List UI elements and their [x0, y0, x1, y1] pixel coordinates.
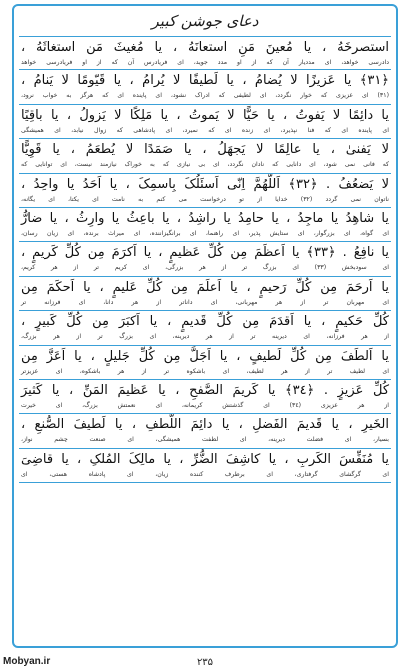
page-title: دعای جوشن کبیر [151, 12, 259, 30]
prayer-row [19, 242, 391, 276]
arabic-line: یا نافِعُ . ﴿٣٣﴾ یا اَعظَمَ مِن کُلِّ عَظیمٍ ، یا اَکرَمَ مِن کُلِّ کَریمٍ ، [21, 245, 389, 261]
arabic-line: یا شاهِدُ یا ماجِدُ ، یا حامِدُ یا راشِدُ ، یا باعِثُ یا وارِثُ ، یا ضارُّ [21, 210, 389, 226]
arabic-line: یا اَرحَمَ مِن کُلِّ رَحیمٍ ، یا اَعلَمَ مِن کُلِّ عَلیمٍ ، یا اَحکَمَ مِن [21, 279, 389, 295]
site-brand: Mobyan.ir [3, 656, 51, 667]
translation-line: (٣١) ای عزیزی که خوار نگردد، ای لطیفی که ادراک نشود، ای پاینده ای که هرگز به خواب نرود، [21, 92, 389, 100]
prayer-row [19, 449, 391, 483]
prayer-row [19, 70, 391, 104]
translation-line: از هر عزیزی (٣٤) ای گذشتش کریمانه، ای نعمتش بزرگ، ای خیرت [21, 401, 389, 409]
translation-line: ناتوان نمی گردد (٣٢) خدایا از تو درخواست می کنم به نامت ای یکتا، ای یگانه، [21, 195, 389, 203]
prayer-row [19, 346, 391, 380]
prayer-row [19, 311, 391, 345]
arabic-line: الخَیرِ ، یا قَدیمَ الفَضلِ ، یا دائِمَ اللُّطفِ ، یا لَطیفَ الصُّنعِ ، [21, 417, 389, 433]
prayer-row [19, 139, 391, 173]
translation-line: ای پاینده ای که فنا نپذیرد، ای زنده ای که نمیرد، ای پادشاهی که زوال نیابد، ای همیشگی [21, 126, 389, 134]
arabic-line: ﴿٣١﴾ یا عَزیزًا لا یُضامُ ، یا لَطیفًا لا یُرامُ ، یا قَیّومًا لا یَنامُ ، [21, 73, 389, 89]
translation-line: دادرسی خواهد، ای مددیار آن که از او مدد جوید، ای فریادرس آن که از او فریادرسی خواهد [21, 59, 389, 66]
prayer-row [19, 105, 391, 139]
translation-line: ای مهربان تر از هر مهربانی، ای داناتر از هر دانا، ای فرزانه تر [21, 298, 389, 306]
translation-line: بسیار، ای فضلت دیرینه، ای لطفت همیشگی، ای صنعت چشم نواز، [21, 436, 389, 444]
translation-line: ای گرگشای گرفتاری، ای برطرف کننده زیان، ای پادشاه هستی، ای [21, 470, 389, 478]
prayer-row [19, 36, 391, 70]
translation-line: از هر فرزانه، ای دیرینه تر از هر دیرینه، ای بزرگ تر از هر بزرگ، [21, 333, 389, 341]
prayer-row [19, 414, 391, 448]
translation-line: که فانی نمی شود، ای دانایی که نادان نگردد، ای بی نیازی که به خوراک نیازمند نیست، ای توانایی که [21, 161, 389, 169]
arabic-line: یا مُنَفِّسَ الکَربِ ، یا کاشِفَ الضُّرِّ ، یا مالِکَ المُلکِ ، یا قاضِیَ [21, 451, 389, 467]
arabic-line: یا دائِمًا لا یَفوتُ ، یا حَیًّا لا یَموتُ ، یا مَلِکًا لا یَزولُ ، یا باقِیًا [21, 107, 389, 123]
arabic-line: لا یَفنیٰ ، یا عالِمًا لا یَجهَلُ ، یا صَمَدًا لا یُطعَمُ ، یا قَوِیًّا [21, 142, 389, 158]
arabic-line: استصرخَهُ ، یا مُعینَ مَنِ استعانَهُ ، یا مُغیثَ مَن استغاثَهُ ، [21, 40, 389, 55]
prayer-row [19, 208, 391, 242]
prayer-row [19, 380, 391, 414]
translation-line: ای لطیف تر از هر لطیف، ای باشکوه تر از هر باشکوه، ای عزیزتر [21, 367, 389, 375]
arabic-line: لا یَضعُفُ . ﴿٣٢﴾ اَللّهُمَّ اِنّی اَسئَلُکَ بِاسمِکَ ، یا اَحَدُ یا واحِدُ ، [21, 176, 389, 192]
translation-line: ای سودبخش (٣٣) ای بزرگ تر از هر بزرگی، ای کریم تر از هر کریم، [21, 264, 390, 272]
arabic-line: کُلِّ حَکیمٍ ، یا اَقدَمَ مِن کُلِّ قَدیمٍ ، یا اَکبَرَ مِن کُلِّ کَبیرٍ ، [21, 314, 389, 330]
arabic-line: یا اَلطَفَ مِن کُلِّ لَطیفٍ ، یا اَجَلَّ مِن کُلِّ جَلیلٍ ، یا اَعَزَّ مِن [21, 348, 389, 364]
prayer-text-rows [19, 36, 391, 483]
page-frame [12, 4, 398, 648]
translation-line: ای گواه، ای بزرگوار، ای ستایش پذیر، ای راهنما، ای برانگیزاننده، ای میراث برنده، ای زیان رسان، [21, 229, 389, 237]
arabic-line: کُلِّ عَزیزٍ . ﴿٣٤﴾ یا کَریمَ الصَّفحِ ، یا عَظیمَ المَنِّ ، یا کَثیرَ [21, 382, 390, 398]
page-number: ۲۳۵ [196, 657, 214, 668]
prayer-row [19, 174, 391, 208]
prayer-row [19, 277, 391, 311]
